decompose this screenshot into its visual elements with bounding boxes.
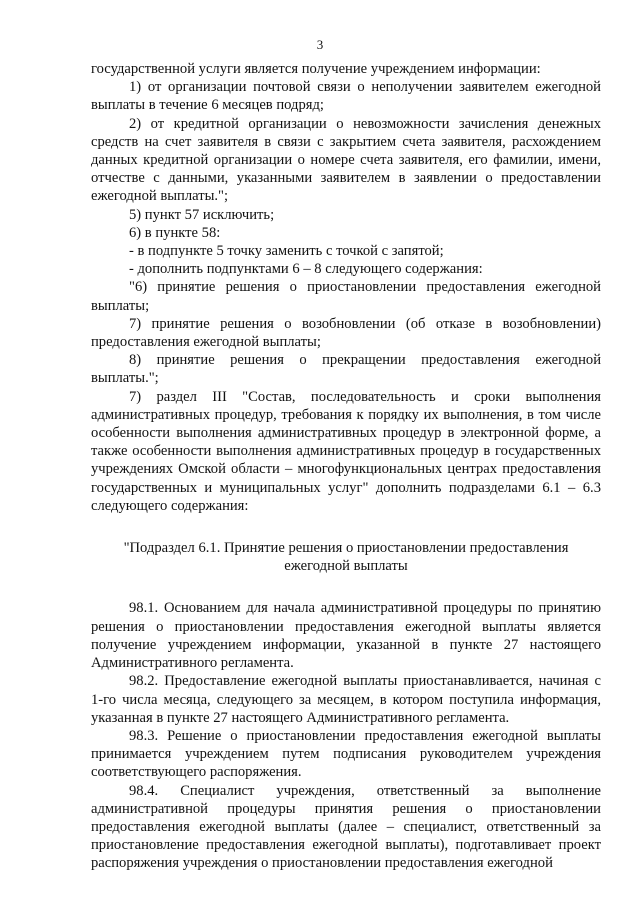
paragraph: государственной услуги является получение учреждением информации:	[91, 61, 541, 77]
paragraph: - в подпункте 5 точку заменить с точкой с запятой;	[129, 243, 444, 260]
paragraph: 7) принятие решения о возобновлении (об отказе в возобновлении) предоставления ежегодной выплаты;	[91, 315, 601, 351]
document-body	[91, 60, 601, 873]
paragraph: 98.3. Решение о приостановлении предоставления ежегодной выплаты принимается учреждением путем подписания руководителем учреждения соответствующего распоряжения.	[91, 727, 601, 781]
section-heading: "Подраздел 6.1. Принятие решения о приостановлении предоставления ежегодной выплаты	[123, 540, 569, 575]
paragraph: 98.1. Основанием для начала административной процедуры по принятию решения о приостановлении предоставления ежегодной выплаты является получение учреждением информации, указанной в пункте 27 настоящего Административного регламента.	[91, 600, 601, 672]
paragraph: 2) от кредитной организации о невозможности зачисления денежных средств на счет заявителя в связи с закрытием счета заявителя, расхождением данных кредитной организации о номере счета заявителя, его фамилии, имени, отчестве с данными, указанными заявителем в заявлении о предоставлении ежегодной выплаты.";	[91, 115, 601, 205]
paragraph: 98.4. Специалист учреждения, ответственный за выполнение административной процедуры принятия решения о приостановлении предоставления ежегодной выплаты (далее – специалист, ответственный за приостановление предоставления ежегодной выплаты), подготавливает проект распоряжения учреждения о приостановлении предоставления ежегодной	[91, 782, 601, 872]
paragraph: 8) принятие решения о прекращении предоставления ежегодной выплаты.";	[91, 352, 601, 387]
paragraph: 7) раздел III "Состав, последовательность и сроки выполнения административных процедур, требования к порядку их выполнения, в том числе особенности выполнения административных процедур в электронной форме, а также особенности выполнения административных процедур в государственных учреждениях Омской области – многофункциональных центрах предоставления государственных и муниципальных услуг" дополнить подразделами 6.1 – 6.3 следующего содержания:	[91, 388, 601, 514]
paragraph: 5) пункт 57 исключить;	[129, 206, 275, 223]
paragraph: - дополнить подпунктами 6 – 8 следующего содержания:	[129, 261, 483, 278]
paragraph: 98.2. Предоставление ежегодной выплаты приостанавливается, начиная с 1-го числа месяца, следующего за месяцем, в котором поступила информация, указанная в пункте 27 настоящего Административного регламента.	[91, 673, 601, 726]
paragraph: 1) от организации почтовой связи о неполучении заявителем ежегодной выплаты в течение 6 месяцев подряд;	[91, 79, 601, 114]
paragraph: "6) принятие решения о приостановлении предоставления ежегодной выплаты;	[91, 279, 601, 314]
paragraph: 6) в пункте 58:	[129, 224, 221, 241]
page-number: 3	[316, 37, 324, 52]
